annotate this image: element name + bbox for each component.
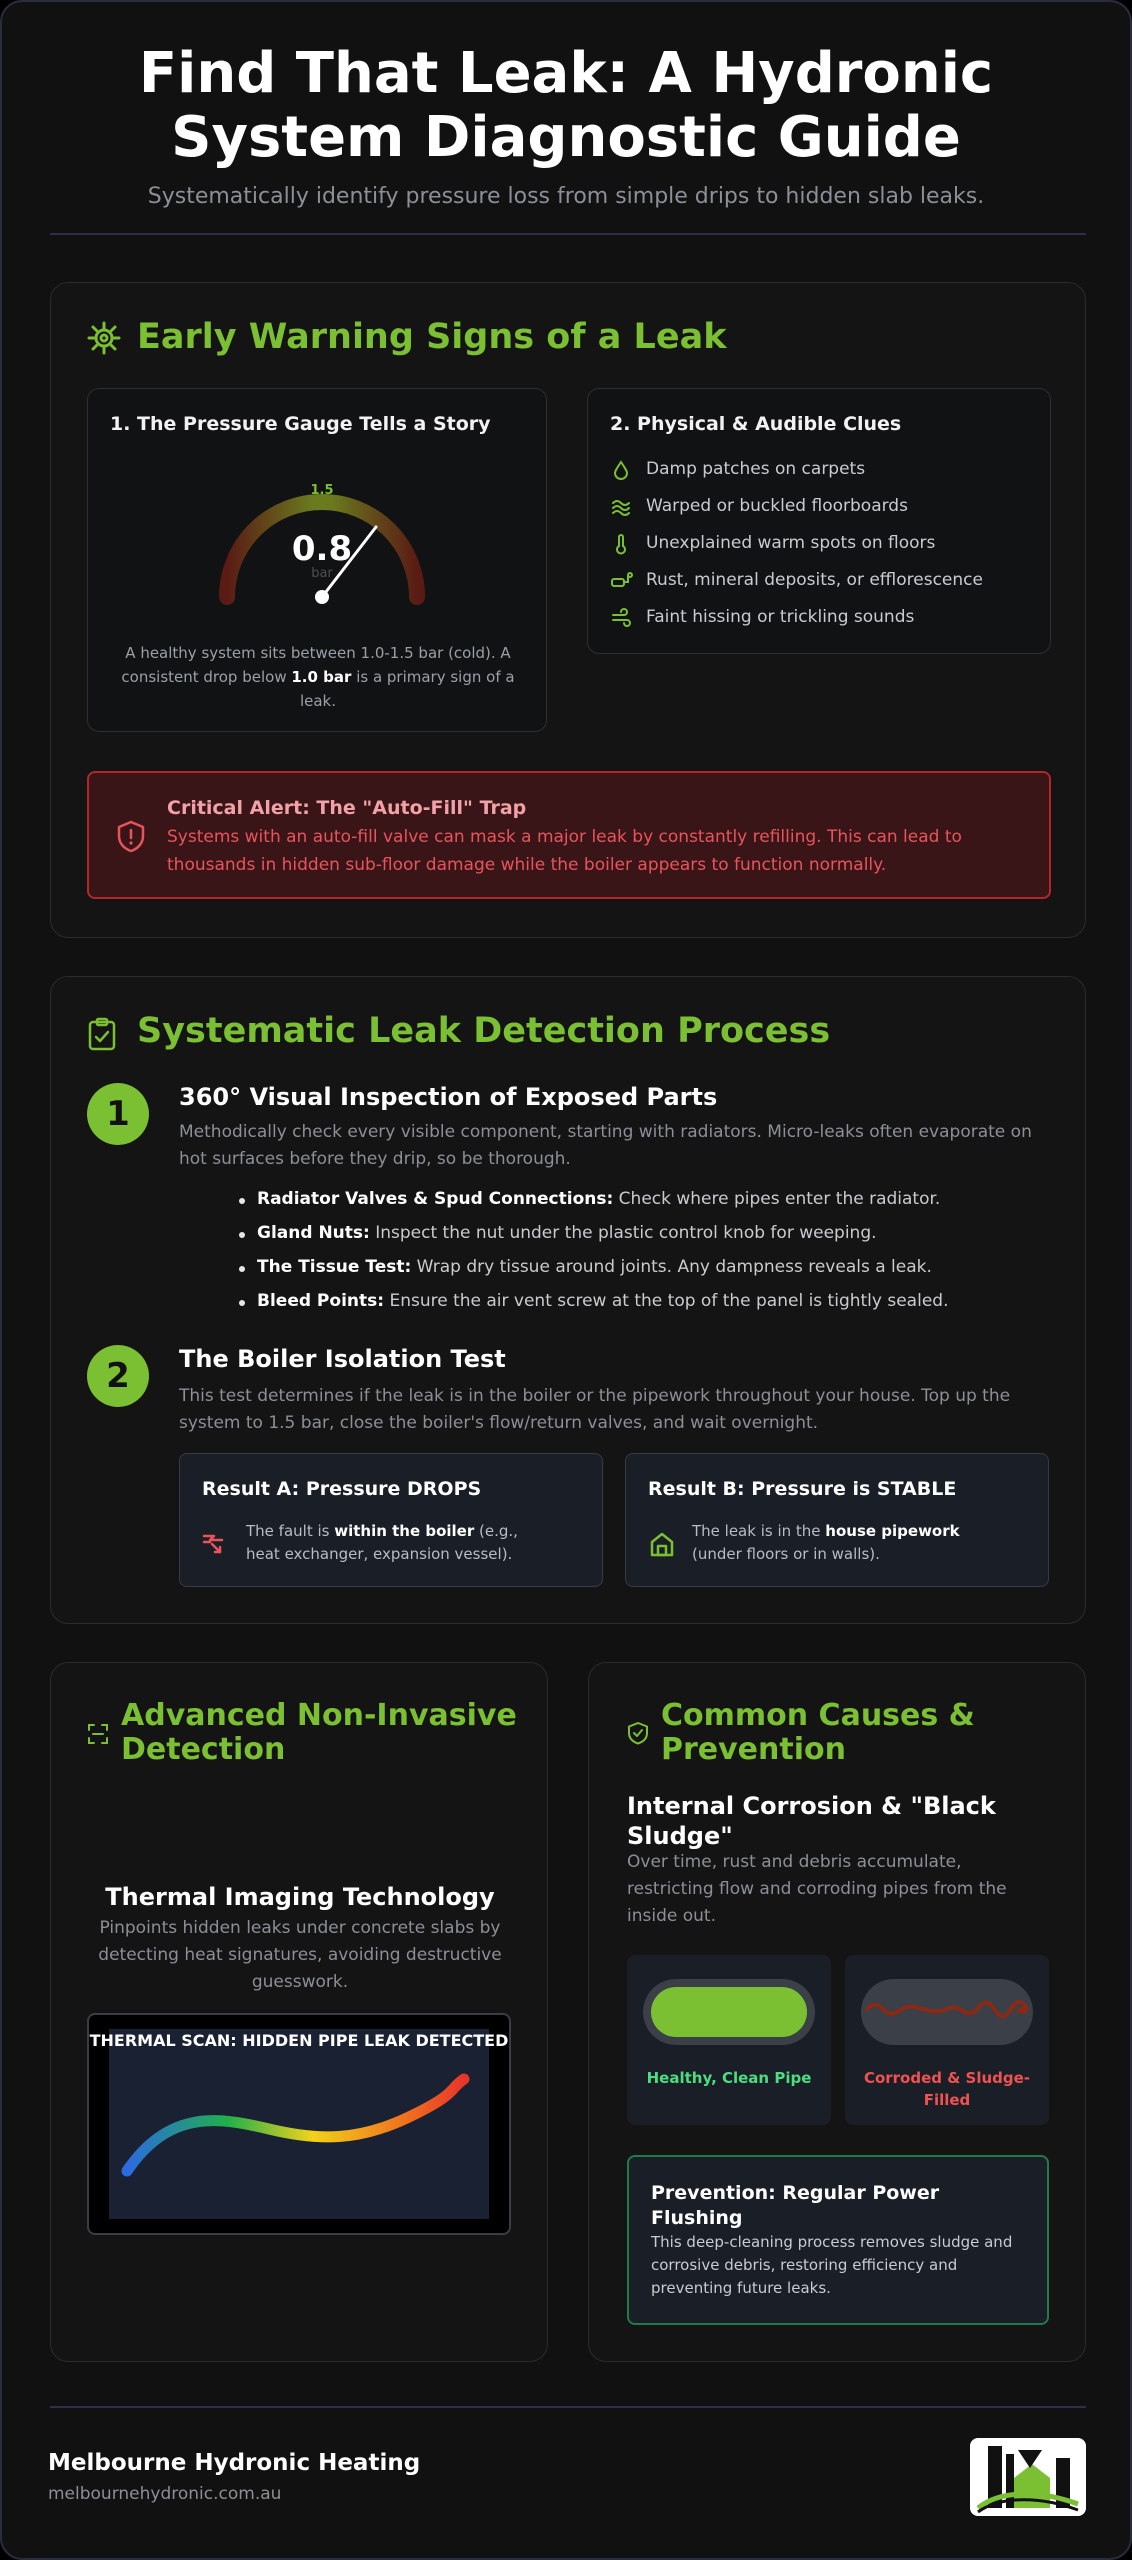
header-divider xyxy=(50,233,1086,235)
company-url[interactable]: melbournehydronic.com.au xyxy=(48,2484,282,2504)
process-title: Systematic Leak Detection Process xyxy=(137,1011,831,1051)
header xyxy=(2,2,1130,209)
wind-icon xyxy=(610,607,632,629)
gauge-unit: bar xyxy=(311,566,333,581)
corrosion-desc: Over time, rust and debris accumulate, restricting flow and corroding pipes from the inside out. xyxy=(627,1852,1007,1926)
healthy-pipe-label: Healthy, Clean Pipe xyxy=(646,2069,812,2087)
trend-down-icon xyxy=(202,1532,230,1556)
step-title: 360° Visual Inspection of Exposed Parts xyxy=(179,1083,718,1111)
page-subtitle: Systematically identify pressure loss from simple drips to hidden slab leaks. xyxy=(147,184,985,209)
prevention-title: Prevention: Regular Power Flushing xyxy=(651,2182,940,2229)
gauge-value: 0.8 xyxy=(291,529,353,569)
step-desc: Methodically check every visible component, starting with radiators. Micro-leaks often evaporate on hot surfaces before they drip, so be thorough. xyxy=(179,1122,1032,1169)
thermal-scan-label: THERMAL SCAN: HIDDEN PIPE LEAK DETECTED xyxy=(89,2031,509,2050)
warning-title: Early Warning Signs of a Leak xyxy=(137,317,727,357)
corrosion-title: Internal Corrosion & "Black Sludge" xyxy=(627,1792,996,1850)
footer-divider xyxy=(50,2406,1086,2408)
droplet-icon xyxy=(610,459,632,481)
gauge-mark-label: 1.5 xyxy=(310,483,334,498)
waves-icon xyxy=(610,496,632,518)
gauge-card-title: 1. The Pressure Gauge Tells a Story xyxy=(110,413,491,435)
result-b-card xyxy=(625,1453,1049,1587)
inspection-bullet: Radiator Valves & Spud Connections: Check where pipes enter the radiator. xyxy=(257,1189,941,1209)
thermometer-icon xyxy=(610,533,632,555)
corroded-pipe-illustration xyxy=(859,1977,1035,2047)
alert-body: Systems with an auto-fill valve can mask a major leak by constantly refilling. This can lead to thousands in hidden sub-floor damage while the boiler appears to function normally. xyxy=(167,827,962,875)
inspection-bullet: The Tissue Test: Wrap dry tissue around joints. Any dampness reveals a leak. xyxy=(257,1257,932,1277)
physical-clues-card: 2. Physical & Audible Clues Damp patches on carpets Warped or buckled floorboards Unexplained warm spots on floors Rust, mineral deposits, or efflorescence Faint hissing or trickling sounds xyxy=(587,388,1051,654)
step-number: 2 xyxy=(87,1345,149,1407)
thermal-desc: Pinpoints hidden leaks under concrete slabs by detecting heat signatures, avoiding destructive guesswork. xyxy=(98,1918,502,1992)
clean-pipe-illustration xyxy=(641,1977,817,2047)
clues-card-title: 2. Physical & Audible Clues xyxy=(610,413,902,435)
warning-section xyxy=(50,282,1086,938)
gauge-caption: A healthy system sits between 1.0-1.5 bar (cold). A consistent drop below 1.0 bar is a primary sign of a leak. xyxy=(121,644,515,710)
pressure-gauge-card xyxy=(87,388,547,732)
result-a-body: The fault is within the boiler (e.g., heat exchanger, expansion vessel). xyxy=(246,1522,518,1563)
process-section xyxy=(50,976,1086,1624)
result-a-title: Result A: Pressure DROPS xyxy=(202,1478,482,1500)
alert-title: Critical Alert: The "Auto-Fill" Trap xyxy=(167,797,527,819)
corroded-pipe-card xyxy=(845,1955,1049,2125)
gear-icon xyxy=(87,321,121,355)
thermal-scan-view xyxy=(109,2029,489,2219)
leaking-pipe-heatmap xyxy=(109,2029,489,2219)
shield-check-icon xyxy=(627,1721,649,1745)
clipboard-check-icon xyxy=(87,1017,117,1051)
auto-fill-alert xyxy=(87,771,1051,899)
causes-title: Common Causes & Prevention xyxy=(661,1698,975,1767)
thermal-scan-panel xyxy=(87,2013,511,2235)
step-number: 1 xyxy=(87,1083,149,1145)
advanced-detection-section xyxy=(50,1662,548,2362)
prevention-desc: This deep-cleaning process removes sludge and corrosive debris, restoring efficiency and preventing future leaks. xyxy=(651,2233,1013,2297)
healthy-pipe-card xyxy=(627,1955,831,2125)
step-title: The Boiler Isolation Test xyxy=(179,1345,506,1373)
hydronic-logo-icon xyxy=(970,2438,1086,2516)
prevention-card xyxy=(627,2155,1049,2325)
house-icon xyxy=(648,1530,676,1558)
causes-section xyxy=(588,1662,1086,2362)
company-name: Melbourne Hydronic Heating xyxy=(48,2450,421,2476)
result-b-title: Result B: Pressure is STABLE xyxy=(648,1478,957,1500)
inspection-bullet: Gland Nuts: Inspect the nut under the plastic control knob for weeping. xyxy=(257,1223,877,1243)
advanced-title: Advanced Non-Invasive Detection xyxy=(121,1698,517,1767)
result-b-body: The leak is in the house pipework (under floors or in walls). xyxy=(692,1522,960,1563)
inspection-bullet: Bleed Points: Ensure the air vent screw at the top of the panel is tightly sealed. xyxy=(257,1291,949,1311)
shield-alert-icon xyxy=(115,819,147,853)
step-desc: This test determines if the leak is in the boiler or the pipework throughout your house. Top up the system to 1.5 bar, close the boiler's flow/return valves, and wait overnight. xyxy=(179,1386,1011,1433)
company-logo xyxy=(970,2438,1086,2516)
result-a-card xyxy=(179,1453,603,1587)
thermal-title: Thermal Imaging Technology xyxy=(105,1883,495,1911)
corroded-pipe-label: Corroded & Sludge-Filled xyxy=(863,2069,1031,2109)
pipe-icon xyxy=(610,570,634,592)
page-title: Find That Leak: A Hydronic System Diagnostic Guide xyxy=(138,41,994,170)
scan-icon xyxy=(87,1723,109,1745)
